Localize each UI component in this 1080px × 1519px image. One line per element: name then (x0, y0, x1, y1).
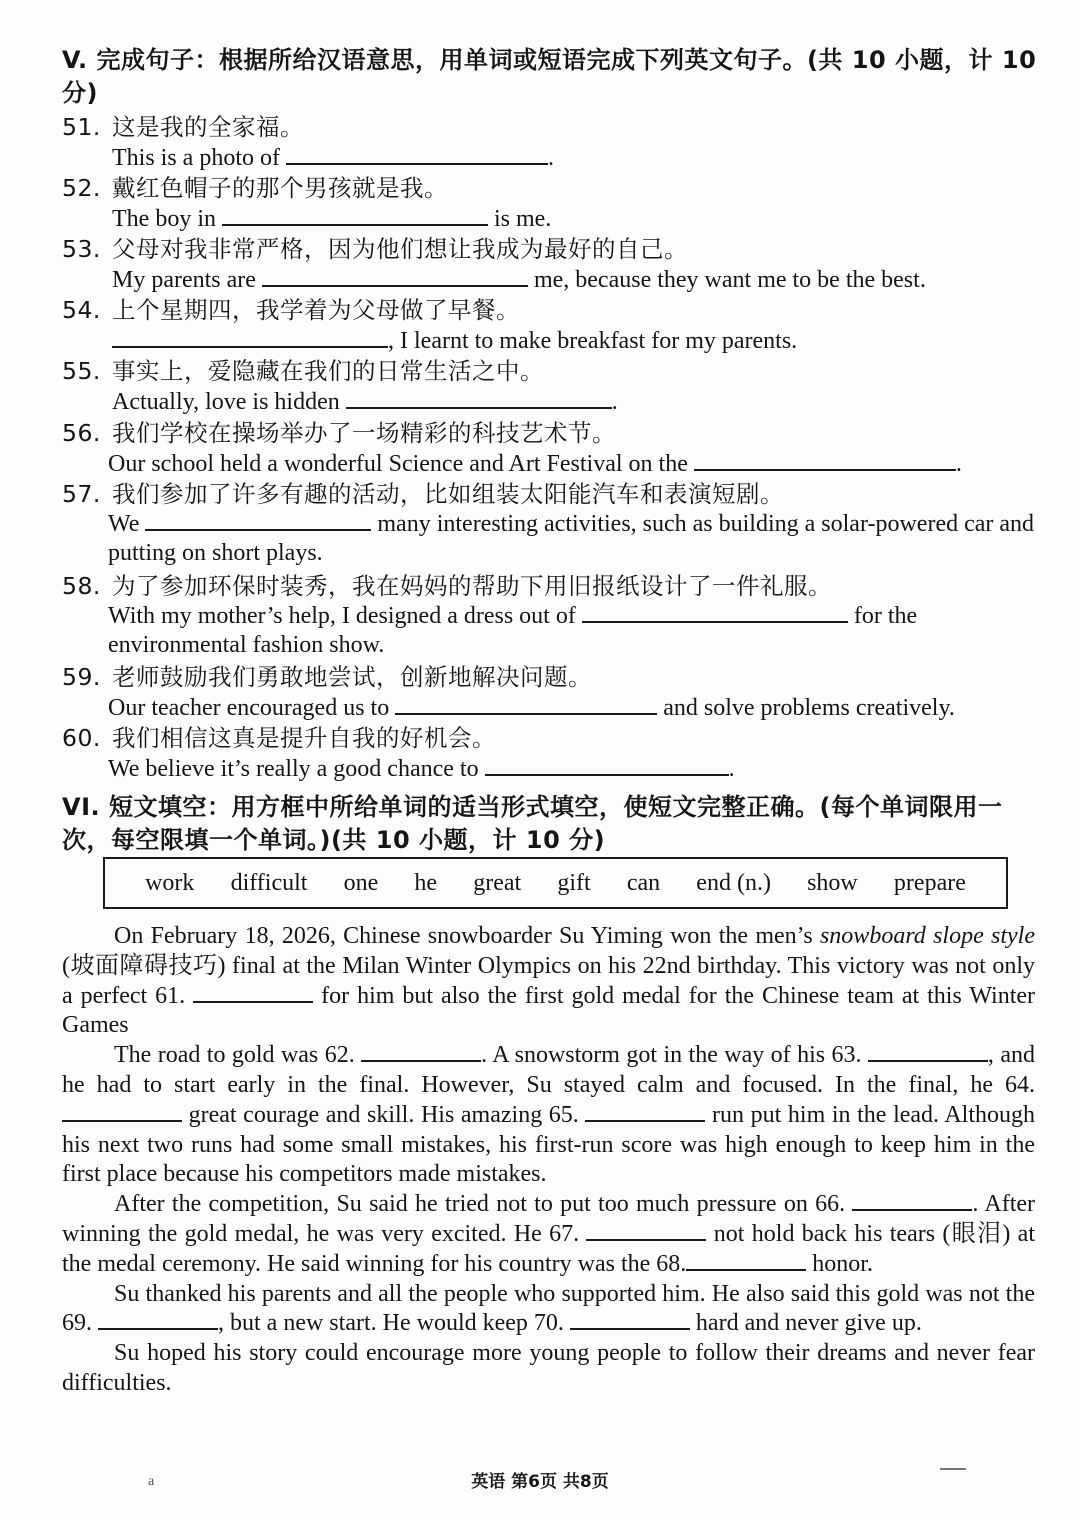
question-english-after: . (611, 389, 618, 415)
word-bank-item: end (n.) (696, 869, 771, 896)
page-footer: 英语 第6页 共8页 (471, 1472, 609, 1492)
blank-69[interactable] (98, 1310, 218, 1330)
question-chinese: 老师鼓励我们勇敢地尝试，创新地解决问题。 (112, 663, 592, 691)
passage-text: run put him in the lead. Although his next two runs had some small mistakes, his first-run score was high enough to keep him in the first place because his competitors made mistakes. (62, 1101, 1035, 1188)
question-english-after: , I learnt to make breakfast for my parents. (388, 328, 798, 354)
footer-dash (940, 1468, 966, 1470)
question-number: 55. (62, 357, 101, 385)
question-chinese: 父母对我非常严格，因为他们想让我成为最好的自己。 (112, 235, 688, 263)
question-number: 58. (62, 572, 101, 600)
answer-blank[interactable] (485, 756, 729, 776)
blank-61[interactable] (193, 983, 313, 1003)
question-52 (62, 173, 1052, 234)
passage-text: honor. (806, 1250, 873, 1277)
passage-text: great courage and skill. His amazing 65. (182, 1101, 586, 1128)
passage-paragraph-3 (62, 1190, 1035, 1279)
passage-paragraph-2 (62, 1041, 1035, 1190)
passage-text: . After winning the gold medal, he was very excited. He 67. (62, 1191, 1036, 1247)
passage-italic-term: snowboard slope style (819, 923, 1035, 949)
word-bank-item: can (626, 869, 661, 896)
passage-text: hard and never give up. (689, 1310, 922, 1337)
word-bank-item: great (473, 869, 522, 896)
blank-65[interactable] (585, 1102, 705, 1122)
question-english-before: The boy in (112, 206, 216, 232)
question-number: 51. (62, 113, 101, 141)
question-english-after: is me. (493, 206, 552, 232)
passage-paragraph-4 (62, 1280, 1035, 1340)
question-57 (62, 479, 1052, 568)
question-55 (62, 356, 1052, 417)
question-english-before: We believe it’s really a good chance to (108, 756, 479, 782)
question-chinese: 我们相信这真是提升自我的好机会。 (112, 724, 496, 752)
question-60 (62, 723, 1052, 784)
question-chinese: 上个星期四，我学着为父母做了早餐。 (112, 296, 520, 324)
answer-blank[interactable] (112, 328, 388, 348)
question-51 (62, 112, 1052, 173)
question-number: 53. (62, 235, 101, 263)
question-chinese: 事实上，爱隐藏在我们的日常生活之中。 (112, 357, 544, 385)
answer-blank[interactable] (286, 145, 548, 165)
question-english-after: me, because they want me to be the best. (533, 267, 926, 293)
question-english-after: . (955, 451, 962, 477)
word-bank-item: prepare (893, 869, 966, 896)
question-english-before: We (108, 511, 140, 537)
answer-blank[interactable] (346, 389, 612, 409)
question-english-before: With my mother’s help, I designed a dress out of (108, 603, 576, 629)
blank-64[interactable] (62, 1102, 182, 1122)
word-bank-item: one (343, 869, 379, 896)
question-59 (62, 662, 1052, 723)
question-number: 60. (62, 724, 101, 752)
question-54 (62, 295, 1052, 356)
passage-text: After the competition, Su said he tried not to put too much pressure on 66. (114, 1191, 853, 1218)
blank-62[interactable] (361, 1042, 481, 1062)
blank-67[interactable] (586, 1221, 706, 1241)
question-chinese: 我们参加了许多有趣的活动，比如组装太阳能汽车和表演短剧。 (112, 480, 784, 508)
question-chinese: 为了参加环保时装秀，我在妈妈的帮助下用旧报纸设计了一件礼服。 (112, 572, 832, 600)
answer-blank[interactable] (582, 603, 848, 623)
question-58 (62, 571, 1052, 660)
word-bank-item: difficult (230, 869, 308, 896)
blank-66[interactable] (852, 1191, 972, 1211)
question-english-before: Our teacher encouraged us to (108, 695, 390, 721)
passage-text: . A snowstorm got in the way of his 63. (481, 1042, 868, 1069)
question-number: 57. (62, 480, 101, 508)
question-english-before: My parents are (112, 267, 256, 293)
question-53 (62, 234, 1052, 295)
answer-blank[interactable] (145, 511, 371, 531)
passage-text: not hold back his tears (眼泪) at the medal ceremony. He said winning for his country was the 68. (62, 1220, 1035, 1277)
word-bank-item: gift (557, 869, 591, 896)
answer-blank[interactable] (395, 695, 657, 715)
question-chinese: 我们学校在操场举办了一场精彩的科技艺术节。 (112, 419, 616, 447)
question-number: 59. (62, 663, 101, 691)
section-6-heading: VI. 短文填空：用方框中所给单词的适当形式填空，使短文完整正确。(每个单词限用一次，每空限填一个单词。)(共 10 小题，计 10 分) (62, 793, 1003, 854)
passage-text: Su thanked his parents and all the people who supported him. He also said this gold was not the 69. (62, 1280, 1035, 1337)
question-english-after: . (548, 145, 554, 171)
question-chinese: 戴红色帽子的那个男孩就是我。 (112, 174, 448, 202)
question-english-before: Actually, love is hidden (112, 389, 340, 415)
section-5-heading: V. 完成句子：根据所给汉语意思，用单词或短语完成下列英文句子。(共 10 小题，计 10 分) (62, 46, 1037, 107)
question-english-after: and solve problems creatively. (663, 695, 955, 721)
passage-paragraph-5: Su hoped his story could encourage more young people to follow their dreams and never fear difficulties. (62, 1340, 1035, 1396)
passage-text: for him but also the first gold medal for the Chinese team at this Winter Games (62, 982, 1036, 1039)
question-chinese: 这是我的全家福。 (112, 113, 304, 141)
question-number: 52. (62, 174, 101, 202)
blank-70[interactable] (570, 1310, 690, 1330)
passage-text: , and he had to start early in the final. However, Su stayed calm and focused. In the final, he 64. (62, 1042, 1035, 1098)
passage-text: , but a new start. He would keep 70. (218, 1310, 570, 1337)
question-number: 56. (62, 419, 101, 447)
word-bank-item: work (145, 869, 195, 896)
word-bank-item: he (414, 869, 438, 896)
passage-paragraph-1 (62, 922, 1035, 1041)
passage-text: The road to gold was 62. (114, 1042, 362, 1069)
question-english-before: Our school held a wonderful Science and Art Festival on the (108, 451, 688, 477)
corner-mark: a (148, 1474, 155, 1489)
answer-blank[interactable] (262, 267, 528, 287)
question-english-before: This is a photo of (112, 145, 280, 171)
cloze-passage (62, 922, 1035, 1399)
question-english-after: many interesting activities, such as building a solar-powered car and putting on short plays. (108, 511, 1035, 566)
question-english-after: for the environmental fashion show. (108, 603, 918, 658)
blank-68[interactable] (686, 1251, 806, 1271)
passage-text: (坡面障碍技巧) final at the Milan Winter Olympics on his 22nd birthday. This victory was not only a perfect 61. (62, 952, 1035, 1009)
answer-blank[interactable] (222, 206, 488, 226)
question-english-after: . (728, 756, 735, 782)
blank-63[interactable] (868, 1042, 988, 1062)
question-56 (62, 418, 1052, 479)
word-bank-item: show (807, 869, 858, 896)
answer-blank[interactable] (694, 451, 956, 471)
word-bank (103, 857, 1008, 909)
passage-text: On February 18, 2026, Chinese snowboarder Su Yiming won the men’s (114, 923, 820, 949)
question-number: 54. (62, 296, 101, 324)
